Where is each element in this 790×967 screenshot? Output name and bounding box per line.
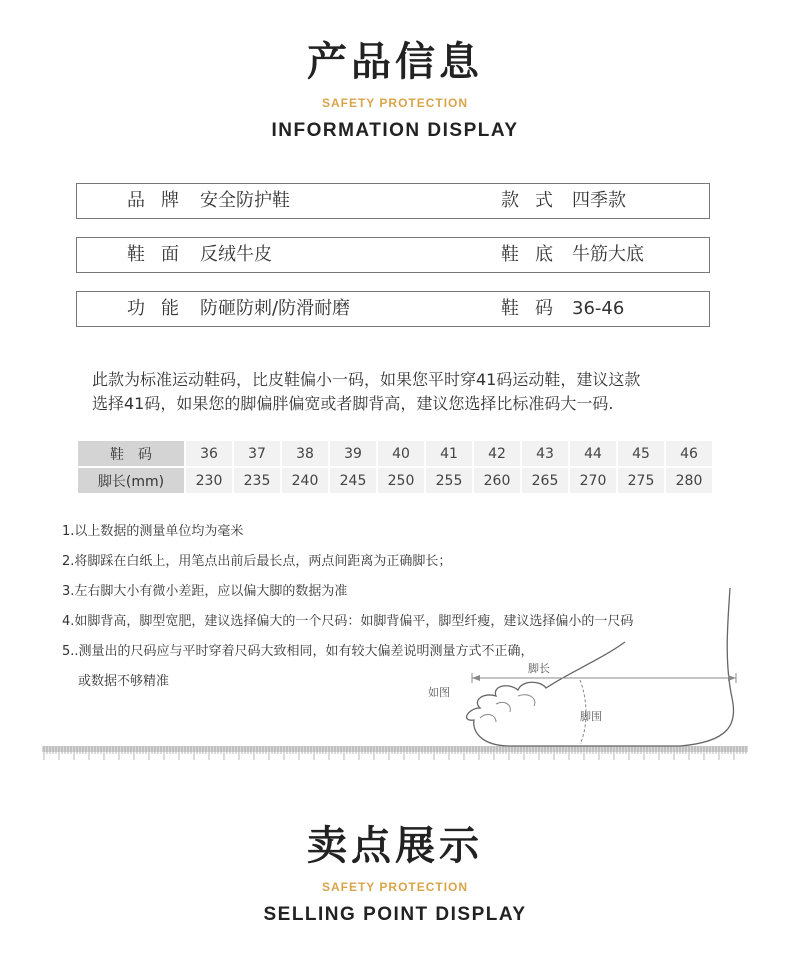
length-cell: 275 [618,468,664,493]
info-label: 功能 [127,298,195,319]
arrow-head-right [728,675,736,681]
length-cell: 245 [330,468,376,493]
table-row-length [78,468,712,493]
info-value: 牛筋大底 [572,244,644,265]
info-row-upper [76,237,710,273]
label-length: 脚长 [528,662,550,675]
description-line: 选择41码，如果您的脚偏胖偏宽或者脚背高，建议您选择比标准码大一码. [92,394,614,413]
length-cell: 235 [234,468,280,493]
section-heading: 卖点展示 [307,823,483,869]
info-label: 品牌 [127,190,195,211]
section-subtitle: SAFETY PROTECTION [321,880,469,894]
section-heading-english: INFORMATION DISPLAY [271,120,519,141]
section-subtitle: SAFETY PROTECTION [321,96,469,110]
size-cell: 39 [330,441,376,466]
info-label: 款式 [501,190,569,211]
note-item: 3.左右脚大小有微小差距，应以偏大脚的数据为准 [62,584,348,599]
size-cell: 43 [522,441,568,466]
table-row-size [78,441,712,466]
size-chart-table [76,439,714,495]
length-cell: 260 [474,468,520,493]
note-item: 2.将脚踩在白纸上，用笔点出前后最长点，两点间距离为正确脚长； [62,554,452,569]
info-value: 四季款 [572,190,626,211]
length-cell: 265 [522,468,568,493]
size-cell: 45 [618,441,664,466]
note-item: 5..测量出的尺码应与平时穿着尺码大致相同，如有较大偏差说明测量方式不正确， [62,644,534,659]
info-row-function [76,291,710,327]
section-heading: 产品信息 [307,39,483,85]
note-item: 或数据不够精准 [78,674,170,689]
table-row-header: 鞋 码 [78,441,184,466]
length-cell: 250 [378,468,424,493]
toe-lines [480,695,535,722]
size-cell: 38 [282,441,328,466]
length-cell: 270 [570,468,616,493]
section-title-product-info [0,36,790,142]
note-item: 4.如脚背高，脚型宽肥，建议选择偏大的一个尺码：如脚背偏平，脚型纤瘦，建议选择偏小的一尺码 [62,614,634,629]
size-cell: 37 [234,441,280,466]
section-title-selling-points [0,820,790,926]
size-cell: 41 [426,441,472,466]
size-cell: 36 [186,441,232,466]
info-value: 反绒牛皮 [200,244,272,265]
table-row-header: 脚长(mm) [78,468,184,493]
info-label: 鞋码 [501,298,569,319]
size-cell: 44 [570,441,616,466]
size-cell: 46 [666,441,712,466]
arrow-head-left [472,675,480,681]
size-cell: 42 [474,441,520,466]
label-girth: 脚围 [580,710,602,723]
info-value: 安全防护鞋 [200,190,290,211]
size-cell: 40 [378,441,424,466]
length-cell: 230 [186,468,232,493]
info-value: 36-46 [572,298,625,319]
info-label: 鞋底 [501,244,569,265]
section-heading-english: SELLING POINT DISPLAY [263,904,527,925]
info-value: 防砸防刺/防滑耐磨 [200,298,351,319]
length-cell: 240 [282,468,328,493]
description-line: 此款为标准运动鞋码，比皮鞋偏小一码，如果您平时穿41码运动鞋，建议这款 [92,370,641,389]
length-cell: 280 [666,468,712,493]
label-example: 如图 [428,686,450,699]
size-description [92,368,712,416]
info-label: 鞋面 [127,244,195,265]
info-row-brand [76,183,710,219]
length-cell: 255 [426,468,472,493]
note-item: 1.以上数据的测量单位均为毫米 [62,524,244,539]
